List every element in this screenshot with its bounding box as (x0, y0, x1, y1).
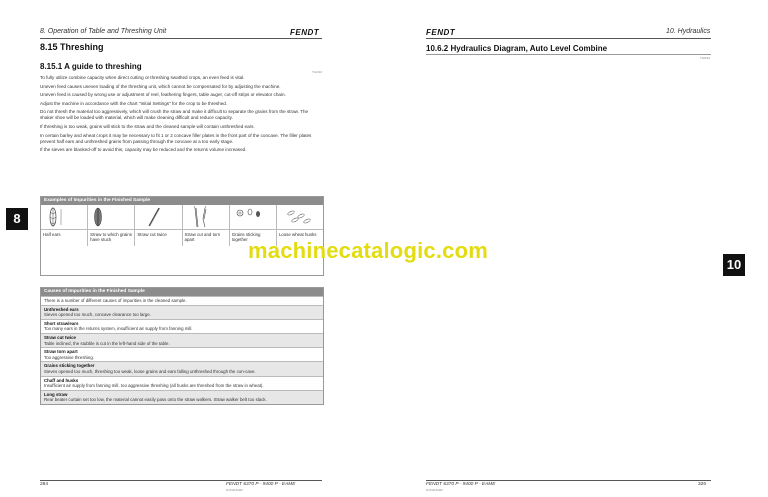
left-footer-rule (40, 480, 322, 481)
impurity-label: Loose wheat husks (278, 232, 317, 237)
right-footer-rule (426, 480, 711, 481)
cause-heading: Unthreshed ears (44, 306, 79, 312)
paragraph: If threshing is too weak, grains will stick to the straw and the cleaned sample will contain unthreshed ears. (40, 124, 255, 130)
impurity-label: Straw cut and torn apart (183, 230, 230, 246)
paragraph: Adjust the machine in accordance with the chart "Initial Settings" for the crop to be threshed. (40, 100, 228, 106)
chapter-tab-10: 10 (723, 254, 745, 276)
left-ref-code: TG4/10 (312, 70, 323, 74)
cause-heading: Grains sticking together (44, 363, 95, 369)
impurity-label: Half ears (41, 230, 88, 246)
cause-text: Table inclined, the stubble is cut in the left-hand side of the table. (44, 340, 170, 346)
cause-row (41, 347, 323, 361)
cause-row (41, 390, 323, 404)
right-page-number: 326 (698, 482, 707, 487)
half-ears-illustration (41, 205, 88, 229)
paragraph: If the sieves are blanked-off to avoid this, capacity may be reduced and the returns volume increased. (40, 147, 247, 153)
loose-husks-illustration (277, 205, 323, 229)
left-footer-code: D3131120M3 (226, 488, 243, 492)
paragraph: In certain barley and wheat crops it may be necessary to fit 1 or 2 concave filler plates in the front part of the concave. The filler plates prevent half ears and unthreshed grains from passing through the concave at a too early stage. (40, 132, 312, 144)
section-title: 8.15 Threshing (40, 42, 104, 52)
impurities-causes-table (40, 287, 324, 405)
paragraph: Do not thresh the material too aggressively, which will crush the straw and make it difficult to separate the grains from the straw. The shaker shoe will be loaded with material, which will make cleaning difficult and reduce capacity. (40, 109, 309, 121)
cause-text: Insufficient air supply from fanning mill, too aggressive threshing (all husks are threshed from the straw in wheat). (44, 383, 264, 389)
right-header-rule (426, 38, 711, 39)
impurities-illustrations (41, 205, 323, 230)
left-page-number: 284 (40, 482, 49, 487)
left-header-title: 8. Operation of Table and Threshing Unit (40, 28, 167, 35)
right-footer-code: D3131120M3 (426, 488, 443, 492)
impurity-label: Grains sticking together (230, 230, 277, 246)
left-header-rule (40, 38, 322, 39)
section-rule (426, 54, 711, 55)
straw-cut-twice-illustration (135, 205, 182, 229)
cause-heading: Short straw/ears (44, 320, 79, 326)
cause-row (41, 376, 323, 390)
impurity-label: Straw cut twice (135, 230, 182, 246)
subsection-title: 8.15.1 A guide to threshing (40, 62, 142, 71)
guide-text (40, 75, 322, 156)
cause-text: Too many ears in the returns system, insufficient air supply from fanning mill. (44, 326, 193, 332)
fendt-logo-left: FENDT (290, 28, 320, 37)
cause-row (41, 319, 323, 333)
cause-heading: Straw torn apart (44, 349, 78, 355)
cause-text: Sieves opened too much, concave clearance too large. (44, 312, 151, 318)
cause-text: Sieves opened too much, threshing too weak, loose grains and ears falling unthreshed through the con-cave. (44, 368, 256, 374)
paragraph: Uneven feed is caused by wrong use or adjustment of reel, feathering fingers, table auger, cut-off strips or elevator chain. (40, 92, 286, 98)
hydraulics-section-title: 10.6.2 Hydraulics Diagram, Auto Level Combine (426, 44, 608, 53)
cause-text: Too aggressive threshing. (44, 354, 95, 360)
watermark: machinecatalogic.com (248, 238, 488, 263)
cause-heading: Straw cut twice (44, 334, 76, 340)
chapter-tab-8: 8 (6, 208, 28, 230)
grains-together-illustration (230, 205, 277, 229)
causes-intro: There is a number of different causes of impurities in the cleaned sample. (41, 296, 323, 305)
cause-heading: Long straw (44, 391, 68, 397)
right-ref-code: TG8/16 (700, 56, 711, 60)
impurity-label: Straw to which grains have stuck (88, 230, 135, 246)
cause-text: Rear beater curtain set too low, the material cannot easily pass onto the straw walkers. Straw walker belt too slack. (44, 397, 267, 403)
fendt-logo-right: FENDT (426, 28, 456, 37)
paragraph: Uneven feed causes uneven loading of the threshing unit, which cannot be compensated for by adjusting the machine. (40, 83, 281, 89)
impurities-examples-table (40, 196, 324, 276)
cause-row (41, 361, 323, 375)
impurities-table-title: Examples of Impurities in the Finished Sample (41, 197, 323, 205)
cause-heading: Chaff and husks (44, 377, 79, 383)
right-footer-model: FENDT 6370 P - 9400 P - EAME (426, 482, 496, 487)
right-header-title: 10. Hydraulics (666, 28, 711, 35)
causes-table-title: Causes of Impurities in the Finished Sample (41, 288, 323, 296)
left-footer-model: FENDT 6370 P - 9400 P - EAME (226, 482, 296, 487)
cause-row (41, 305, 323, 319)
cause-row (41, 333, 323, 347)
paragraph: To fully utilize combine capacity when direct cutting or threshing swathed crops, an even feed is vital. (40, 75, 245, 80)
straw-torn-illustration (183, 205, 230, 229)
straw-grains-illustration (88, 205, 135, 229)
